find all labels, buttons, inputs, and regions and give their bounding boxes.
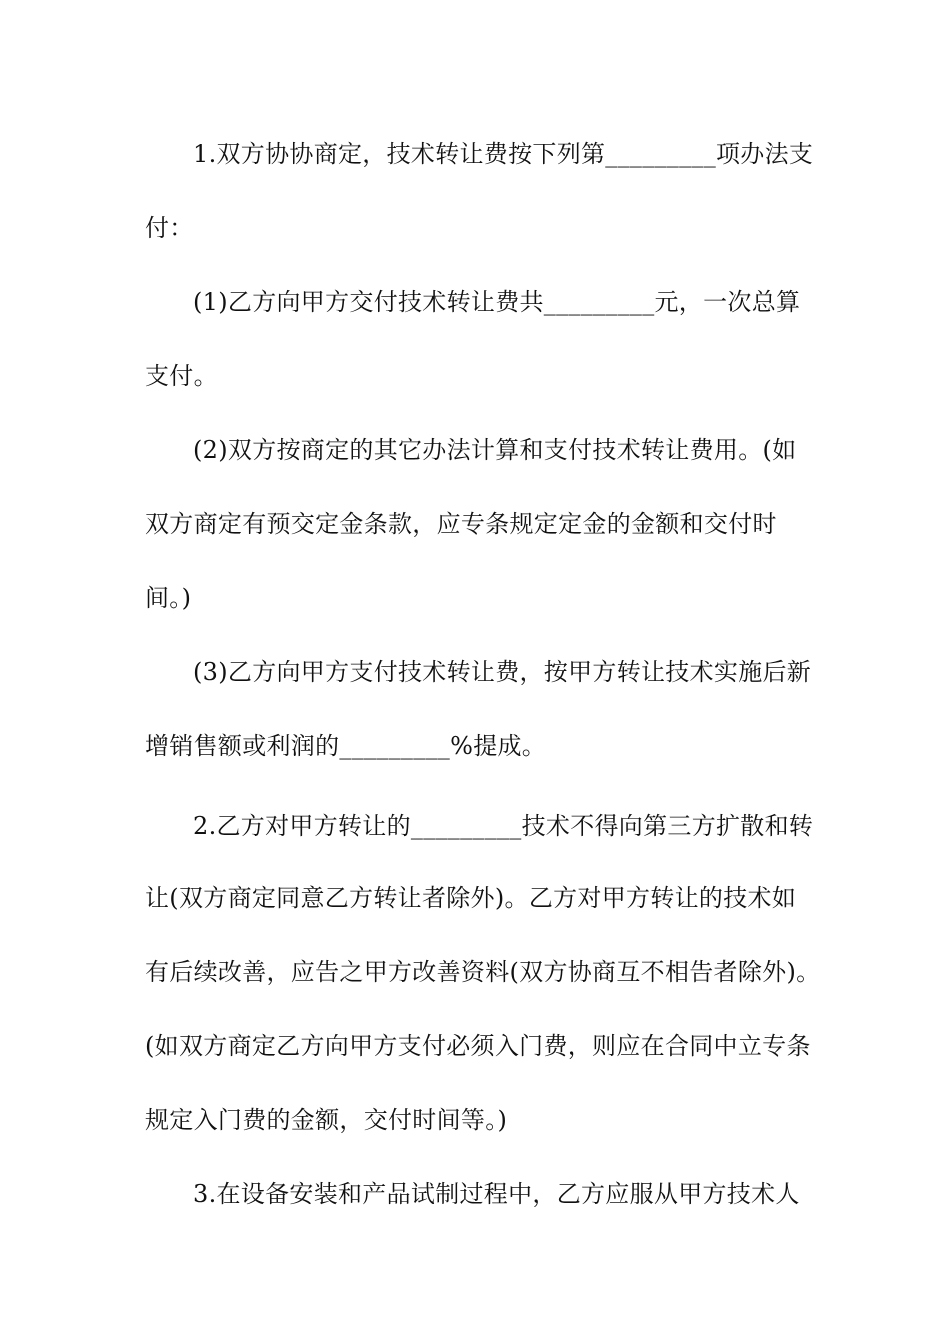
clause-2-line-4: (如双方商定乙方向甲方支付必须入门费，则应在合同中立专条 <box>145 1032 811 1060</box>
clause-1-option-1-line-1: (1)乙方向甲方交付技术转让费共_________元，一次总算 <box>193 288 801 316</box>
clause-2-line-2: 让(双方商定同意乙方转让者除外)。乙方对甲方转让的技术如 <box>145 884 797 912</box>
clause-1-option-1-line-2: 支付。 <box>145 362 218 390</box>
clause-3-line-1: 3.在设备安装和产品试制过程中，乙方应服从甲方技术人 <box>193 1180 800 1208</box>
clause-1-option-2-line-1: (2)双方按商定的其它办法计算和支付技术转让费用。(如 <box>193 436 797 464</box>
clause-1-option-3-line-1: (3)乙方向甲方支付技术转让费，按甲方转让技术实施后新 <box>193 658 812 686</box>
clause-1-option-3-line-2: 增销售额或利润的_________%提成。 <box>145 732 547 760</box>
clause-1-line-2: 付： <box>145 214 194 242</box>
clause-2-line-5: 规定入门费的金额，交付时间等。) <box>145 1106 508 1134</box>
clause-1-line-1: 1.双方协协商定，技术转让费按下列第_________项办法支 <box>193 140 814 168</box>
clause-1-option-2-line-2: 双方商定有预交定金条款，应专条规定定金的金额和交付时 <box>145 510 777 538</box>
clause-1-option-2-line-3: 间。) <box>145 584 192 612</box>
clause-2-line-1: 2.乙方对甲方转让的_________技术不得向第三方扩散和转 <box>193 812 814 840</box>
clause-2-line-3: 有后续改善，应告之甲方改善资料(双方协商互不相告者除外)。 <box>145 958 821 986</box>
